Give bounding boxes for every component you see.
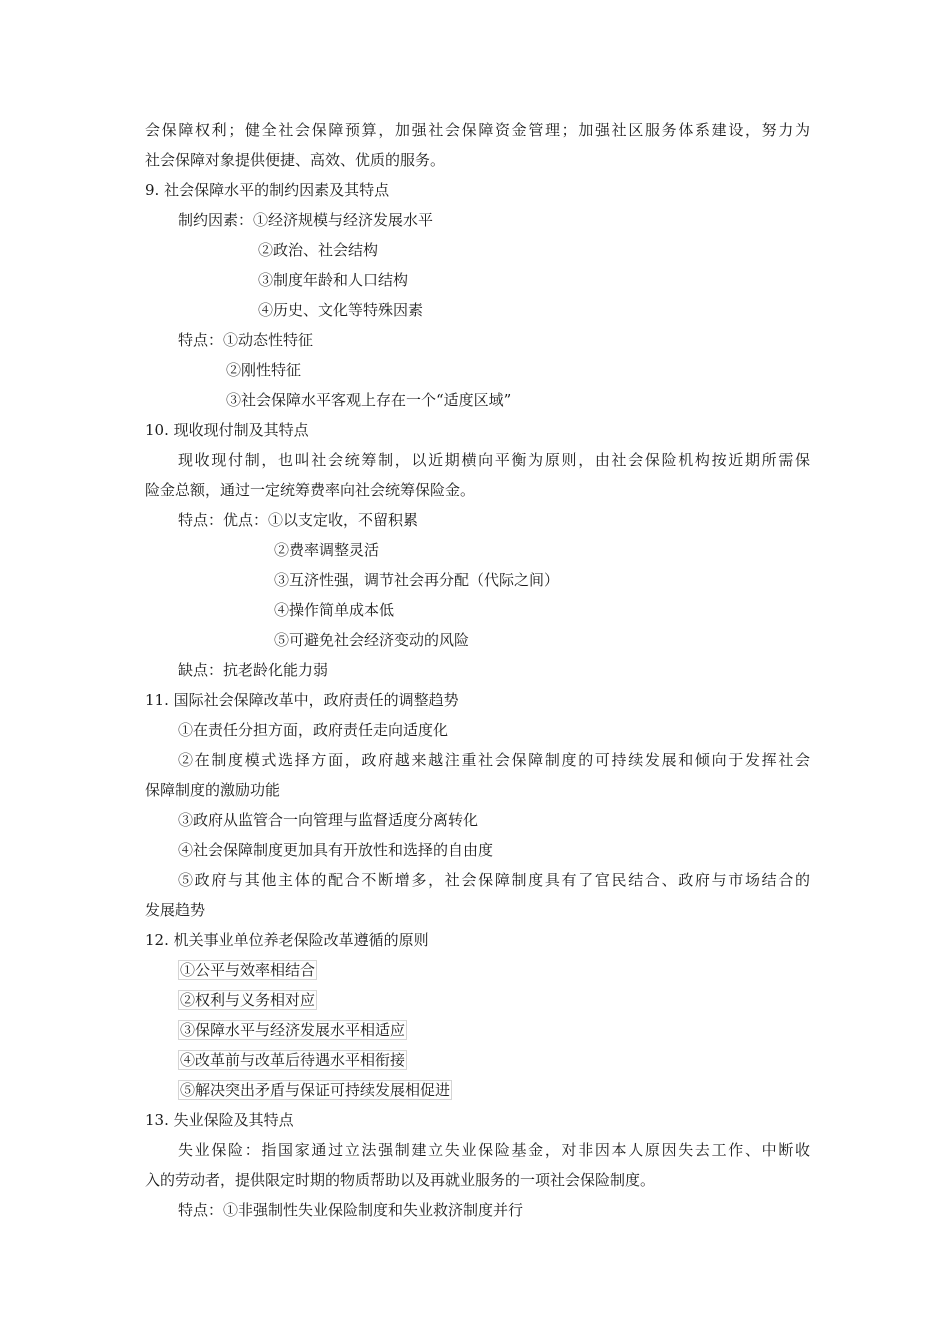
principle-row-5 (178, 1080, 810, 1102)
trend-5-line-2: 发展趋势 (145, 901, 206, 919)
section-10-definition-1: 现收现付制，也叫社会统筹制，以近期横向平衡为原则，由社会保险机构按近期所需保 (178, 451, 810, 469)
section-10-title: 10. 现收现付制及其特点 (145, 421, 309, 439)
feature-3: ③社会保障水平客观上存在一个“适度区域” (226, 391, 512, 409)
section-13-title: 13. 失业保险及其特点 (145, 1111, 294, 1129)
trend-5-line-1: ⑤政府与其他主体的配合不断增多，社会保障制度具有了官民结合、政府与市场结合的 (178, 871, 810, 889)
trend-2-line-1: ②在制度模式选择方面，政府越来越注重社会保障制度的可持续发展和倾向于发挥社会 (178, 751, 810, 769)
trend-3: ③政府从监管合一向管理与监督适度分离转化 (178, 811, 479, 829)
features-label: 特点： (178, 331, 224, 349)
factor-4: ④历史、文化等特殊因素 (258, 301, 424, 319)
principle-2: ②权利与义务相对应 (180, 991, 316, 1009)
section-11-title: 11. 国际社会保障改革中，政府责任的调整趋势 (145, 691, 459, 709)
section-9-feature-row (178, 330, 810, 350)
principle-row-1 (178, 960, 810, 982)
section-10-advantage-row (178, 510, 810, 530)
principle-3: ③保障水平与经济发展水平相适应 (180, 1021, 406, 1039)
section-9-title: 9. 社会保障水平的制约因素及其特点 (145, 181, 390, 199)
section-12-title: 12. 机关事业单位养老保险改革遵循的原则 (145, 931, 429, 949)
section-9-factor-row (178, 210, 810, 230)
principle-row-2 (178, 990, 810, 1012)
trend-2-line-2: 保障制度的激励功能 (145, 781, 281, 799)
factor-2: ②政治、社会结构 (258, 241, 379, 259)
intro-line-1: 会保障权利；健全社会保障预算，加强社会保障资金管理；加强社区服务体系建设，努力为 (145, 121, 810, 139)
principle-1: ①公平与效率相结合 (180, 961, 316, 979)
factor-3: ③制度年龄和人口结构 (258, 271, 409, 289)
advantage-5: ⑤可避免社会经济变动的风险 (274, 631, 470, 649)
advantage-3: ③互济性强，调节社会再分配（代际之间） (274, 571, 560, 589)
disadvantage: 缺点：抗老龄化能力弱 (178, 661, 329, 679)
advantage-1: ①以支定收，不留积累 (268, 511, 419, 529)
advantage-4: ④操作简单成本低 (274, 601, 395, 619)
principle-4: ④改革前与改革后待遇水平相衔接 (180, 1051, 406, 1069)
advantage-2: ②费率调整灵活 (274, 541, 380, 559)
principle-row-4 (178, 1050, 810, 1072)
intro-line-2: 社会保障对象提供便捷、高效、优质的服务。 (145, 151, 446, 169)
feature-2: ②刚性特征 (226, 361, 302, 379)
section-13-features: 特点：①非强制性失业保险制度和失业救济制度并行 (178, 1201, 524, 1219)
section-13-definition-2: 入的劳动者，提供限定时期的物质帮助以及再就业服务的一项社会保险制度。 (145, 1171, 656, 1189)
feature-1: ①动态性特征 (223, 331, 314, 349)
factor-1: ①经济规模与经济发展水平 (253, 211, 434, 229)
section-10-definition-2: 险金总额，通过一定统筹费率向社会统筹保险金。 (145, 481, 476, 499)
trend-4: ④社会保障制度更加具有开放性和选择的自由度 (178, 841, 494, 859)
advantages-label: 特点：优点： (178, 511, 269, 529)
principle-row-3 (178, 1020, 810, 1042)
principle-5: ⑤解决突出矛盾与保证可持续发展相促进 (180, 1081, 451, 1099)
section-13-definition-1: 失业保险：指国家通过立法强制建立失业保险基金，对非因本人原因失去工作、中断收 (178, 1141, 810, 1159)
factors-label: 制约因素： (178, 211, 254, 229)
trend-1: ①在责任分担方面，政府责任走向适度化 (178, 721, 449, 739)
